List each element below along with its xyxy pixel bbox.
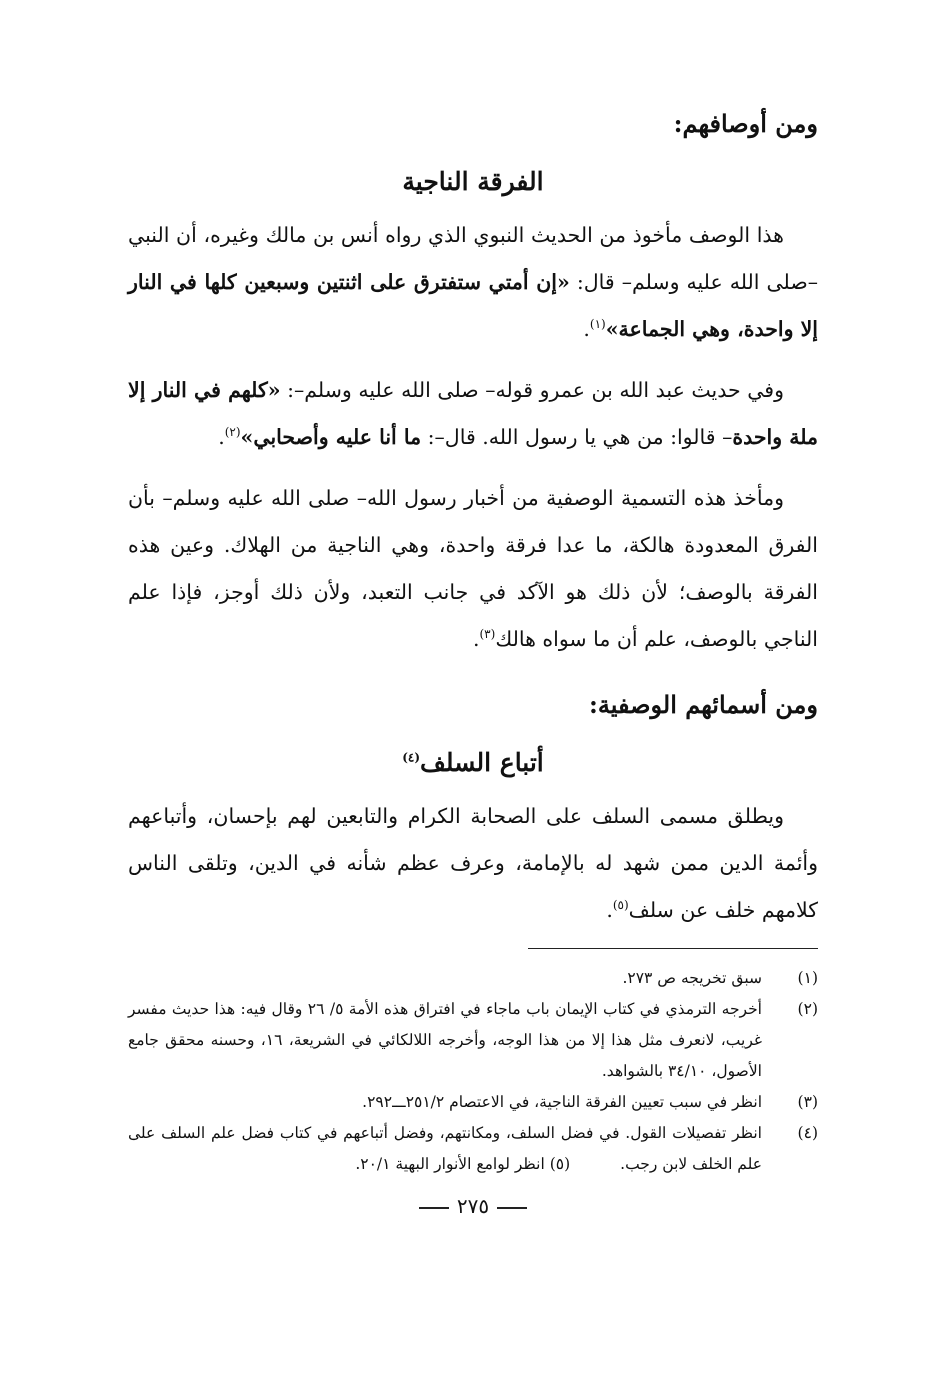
- footnote-4-text: انظر تفصيلات القول. في فضل السلف، ومكانتهم، وفضل أتباعهم في كتاب فضل علم السلف على علم الخلف لابن رجب.: [128, 1124, 762, 1173]
- paragraph-3: [128, 475, 818, 663]
- hadith-quote-1: «إن أمتي ستفترق على اثنتين وسبعين كلها في النار إلا واحدة، وهي الجماعة»: [128, 270, 818, 341]
- footnote-ref-2: (٢): [224, 425, 241, 440]
- section-heading-traits: ومن أوصافهم:: [673, 109, 818, 138]
- title-saved-sect: الفرقة الناجية: [402, 167, 544, 196]
- paragraph-1: [128, 212, 818, 353]
- footnote-1: [128, 963, 818, 994]
- page-number-dash: [419, 1207, 449, 1209]
- paragraph-4: [128, 793, 818, 934]
- paragraph-3-end: .: [472, 627, 480, 651]
- footnote-3: [128, 1087, 818, 1118]
- paragraph-2-end: .: [218, 425, 225, 449]
- document-page: [128, 96, 818, 1218]
- footnote-number: (٣): [797, 1093, 818, 1111]
- footnotes: [128, 963, 818, 1180]
- paragraph-4-end: .: [606, 898, 613, 922]
- footnote-ref-4: (٤): [402, 750, 421, 765]
- paragraph-2-text: وفي حديث عبد الله بن عمرو قوله– صلى الله عليه وسلم–:: [280, 378, 784, 402]
- footnote-4: [128, 1118, 818, 1180]
- footnote-number: (١): [797, 969, 818, 987]
- footnote-5-number: (٥): [549, 1155, 571, 1173]
- footnote-number: (٤): [797, 1124, 818, 1142]
- footnote-ref-3: (٣): [479, 627, 496, 642]
- hadith-quote-2b: ما أنا عليه وأصحابي»: [240, 425, 422, 449]
- footnote-divider: [528, 948, 818, 949]
- footnote-2: [128, 994, 818, 1087]
- paragraph-3-text: ومأخذ هذه التسمية الوصفية من أخبار رسول الله– صلى الله عليه وسلم– بأن الفرق المعدودة هالكة، ما عدا فرقة واحدة، وهي الناجية من الهلاك. وعين هذه الفرقة بالوصف؛ لأن ذلك هو الآكد في جانب التعبد، ولأن ذلك أوجز، فإذا علم الناجي بالوصف، علم أن ما سواه هالك: [128, 486, 818, 651]
- section-heading-names: ومن أسمائهم الوصفية:: [589, 690, 818, 719]
- title-2-text: أتباع السلف: [420, 748, 544, 777]
- footnote-text: انظر في سبب تعيين الفرقة الناجية، في الاعتصام ٢٥١/٢ـــ٢٩٢.: [362, 1093, 762, 1111]
- footnote-text: [128, 1118, 762, 1180]
- paragraph-4-text: ويطلق مسمى السلف على الصحابة الكرام والتابعين لهم بإحسان، وأتباعهم وأئمة الدين ممن شهد له بالإمامة، وعرف عظم شأنه في الدين، وتلقى الناس كلامهم خلف عن سلف: [128, 804, 818, 922]
- paragraph-2: [128, 367, 818, 461]
- paragraph-1-text: هذا الوصف مأخوذ من الحديث النبوي الذي رواه أنس بن مالك وغيره، أن النبي –صلى الله عليه وسلم– قال:: [128, 223, 818, 294]
- footnote-ref-5: (٥): [612, 898, 629, 913]
- hadith-quote-2a: «كلهم في النار إلا ملة واحدة: [128, 378, 818, 449]
- footnote-text: أخرجه الترمذي في كتاب الإيمان باب ماجاء في افتراق هذه الأمة ٥/ ٢٦ وقال فيه: هذا حديث مفسر غريب، لانعرف مثل هذا إلا من هذا الوجه، وأخرجه اللالكائي في الشريعة، ١٦، وحسنه محقق جامع الأصول، ٣٤/١٠ بالشواهد.: [128, 1000, 762, 1080]
- footnote-ref-1: (١): [589, 317, 606, 332]
- footnote-number: (٢): [797, 1000, 818, 1018]
- paragraph-2-mid: – قالوا: من هي يا رسول الله. قال–:: [421, 425, 733, 449]
- page-number: [128, 1194, 818, 1218]
- footnote-text: سبق تخريجه ص ٢٧٣.: [622, 969, 762, 987]
- page-number-value: ٢٧٥: [456, 1194, 490, 1218]
- paragraph-1-end: .: [583, 317, 590, 341]
- page-number-dash: [497, 1207, 527, 1209]
- footnote-5-text: انظر لوامع الأنوار البهية ٢٠/١.: [355, 1155, 545, 1173]
- title-followers-of-salaf: [128, 733, 818, 793]
